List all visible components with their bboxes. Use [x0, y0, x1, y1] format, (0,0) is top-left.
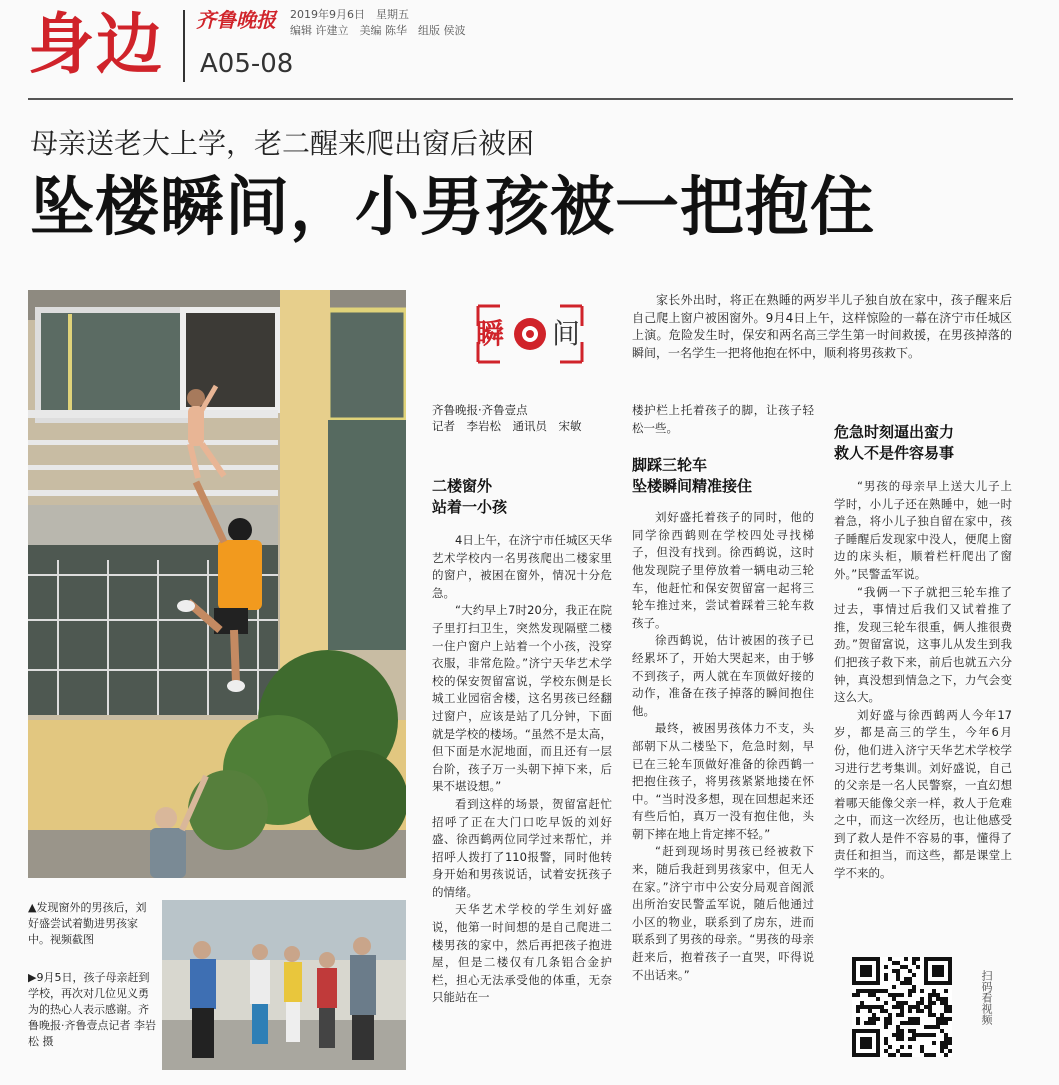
- article-lead: [632, 292, 1012, 362]
- section-2-body: [632, 509, 814, 984]
- qr-code[interactable]: [852, 957, 952, 1057]
- section-2-title-line1: 脚踩三轮车: [632, 456, 708, 475]
- photo-caption-1: ▲发现窗外的男孩后，刘好盛尝试着勤进男孩家中。视频截图: [28, 901, 147, 946]
- column-3: [834, 422, 1012, 883]
- main-photo: [28, 290, 406, 878]
- section-1-title-line1: 二楼窗外: [432, 477, 493, 495]
- byline-authors: 记者 李岩松 通讯员 宋敏: [432, 419, 582, 433]
- paragraph: 刘好盛与徐西鹤两人今年17岁，都是高三的学生，今年6月份，他们进入济宁天华艺术学校学习进行艺考集训。刘好盛说，自己的父亲是一名人民警察，一直幻想着哪天能像父亲一样，救人于危难之中，而这一次经历，也让他感受到了救人是件不容易的事，懂得了责任和担当，而这些，都是课堂上学不来的。: [834, 707, 1012, 881]
- page-number: A05-08: [200, 49, 294, 79]
- paragraph: “赶到现场时男孩已经被救下来，随后我赶到男孩家中，但无人在家。”济宁市中公安分局观音阁派出所治安民警孟军说，随后他通过小区的物业，联系到了房东，进而联系到了男孩的母亲。“男孩的母亲赶来后，抱着孩子一直哭，吓得说不出话来。”: [632, 844, 814, 982]
- header-divider: [183, 10, 185, 82]
- qr-code-icon: [852, 957, 952, 1057]
- newspaper-name: 齐鲁晚报: [196, 8, 276, 32]
- section-3-title: [834, 422, 1012, 464]
- paragraph: 天华艺术学校的学生刘好盛说，他第一时间想的是自己爬进二楼男孩的家中，然后再把孩子抱进屋，但是二楼仅有几条铝合金护栏，担心无法承受他的体重，无奈只能站在一: [432, 902, 612, 1005]
- secondary-photo: [162, 900, 406, 1070]
- paragraph: “男孩的母亲早上送大儿子上学时，小儿子还在熟睡中，她一时着急，将小儿子独自留在家中，孩子睡醒后发现家中没人，便爬上窗边的床头柜，顺着栏杆爬出了窗外。”民警孟军说。: [834, 479, 1012, 581]
- paragraph: 徐西鹤说，估计被困的孩子已经累坏了，开始大哭起来，由于够不到孩子，两人就在车顶做好接的动作，准备在孩子掉落的瞬间抱住他。: [632, 633, 814, 718]
- section-3-title-line2: 救人不是件容易事: [834, 444, 955, 462]
- section-2-title: [632, 455, 814, 497]
- section-1-title-line2: 站着一小孩: [432, 498, 508, 516]
- paragraph: “大约早上7时20分，我正在院子里打扫卫生，突然发现隔壁二楼一住户窗户上站着一个小孩，没穿衣服，非常危险。”济宁天华艺术学校的保安贺留富说，学校东侧是长城工业园宿舍楼，这名男孩已经翻过窗户，应该是站了几分钟，下面就是学校的楼场。“虽然不是太高，但下面是水泥地面，而且还有一层台阶，孩子万一头朝下掉下来，后果不堪设想。”: [432, 603, 612, 794]
- building-rescue-illustration: [28, 290, 406, 878]
- byline-outlet: 齐鲁晚报·齐鲁壹点: [432, 403, 528, 417]
- section-3-title-line1: 危急时刻逼出蛮力: [834, 423, 955, 441]
- section-1-body: [432, 532, 612, 1007]
- column-logo: [470, 298, 590, 370]
- section-title: 身边: [28, 5, 164, 83]
- section-3-body: [834, 478, 1012, 883]
- paragraph: “我俩一下子就把三轮车推了过去，事情过后我们又试着推了推，发现三轮车很重，俩人推很费劲。”贺留富说，这事儿从发生到我们把孩子救下来，前后也就五六分钟，真没想到情急之下，力气会变这么大。: [834, 584, 1012, 705]
- column-2: [632, 402, 814, 984]
- paragraph: 最终，被困男孩体力不支，头部朝下从二楼坠下，危急时刻，早已在三轮车顶做好准备的徐西鹤一把抱住孩子，将男孩紧紧地搂在怀中。“当时没多想，现在回想起来还有些后怕，真万一没有抱住他，头朝下摔在地上肯定摔不轻。”: [632, 721, 814, 841]
- qr-label: 扫码看视频: [980, 970, 993, 1025]
- issue-date: 2019年9月6日 星期五: [290, 8, 409, 21]
- article-kicker: 母亲送老大上学，老二醒来爬出窗后被困: [30, 127, 535, 160]
- paragraph: 刘好盛托着孩子的同时，他的同学徐西鹤则在学校四处寻找梯子，但没有找到。徐西鹤说，这时他发现院子里停放着一辆电动三轮车，他赶忙和保安贺留富一起将三轮车推过来，尝试着踩着三轮车救孩子。: [632, 510, 814, 630]
- group-photo-illustration: [162, 900, 406, 1070]
- section-1-title: [432, 476, 612, 518]
- column-1: [432, 476, 612, 1007]
- byline: [432, 402, 582, 434]
- paragraph: 看到这样的场景，贺留富赶忙招呼了正在大门口吃早饭的刘好盛、徐西鹤两位同学过来帮忙，并招呼人拨打了110报警，同时他转身开始和男孩说话，试着安抚孩子的情绪。: [432, 796, 612, 899]
- section-2-title-line2: 坠楼瞬间精准接住: [632, 477, 753, 496]
- lead-text: 家长外出时，将正在熟睡的两岁半儿子独自放在家中，孩子醒来后自己爬上窗户被困窗外。9月4日上午，这样惊险的一幕在济宁市任城区上演。危险发生时，保安和两名高三学生第一时间救援，在男孩掉落的瞬间，一名学生一把将他抱在怀中，顺利将男孩救下。: [632, 293, 1012, 360]
- photo-caption-2: ▶9月5日，孩子母亲赶到学校，再次对几位见义勇为的热心人表示感谢。齐鲁晚报·齐鲁壹点记者 李岩松 摄: [28, 971, 156, 1048]
- header-rule: [28, 98, 1013, 100]
- carry-over-text: 楼护栏上托着孩子的脚，让孩子轻松一些。: [632, 403, 814, 435]
- section-1-continued: [632, 402, 814, 437]
- logo-char-right: 间: [552, 317, 581, 350]
- editors-line: 编辑 许建立 美编 陈华 组版 侯波: [290, 24, 466, 37]
- logo-char-left: 瞬: [476, 317, 505, 350]
- article-headline: 坠楼瞬间，小男孩被一把抱住: [30, 170, 875, 245]
- paragraph: 4日上午，在济宁市任城区天华艺术学校内一名男孩爬出二楼家里的窗户，被困在窗外，情况十分危急。: [432, 533, 612, 600]
